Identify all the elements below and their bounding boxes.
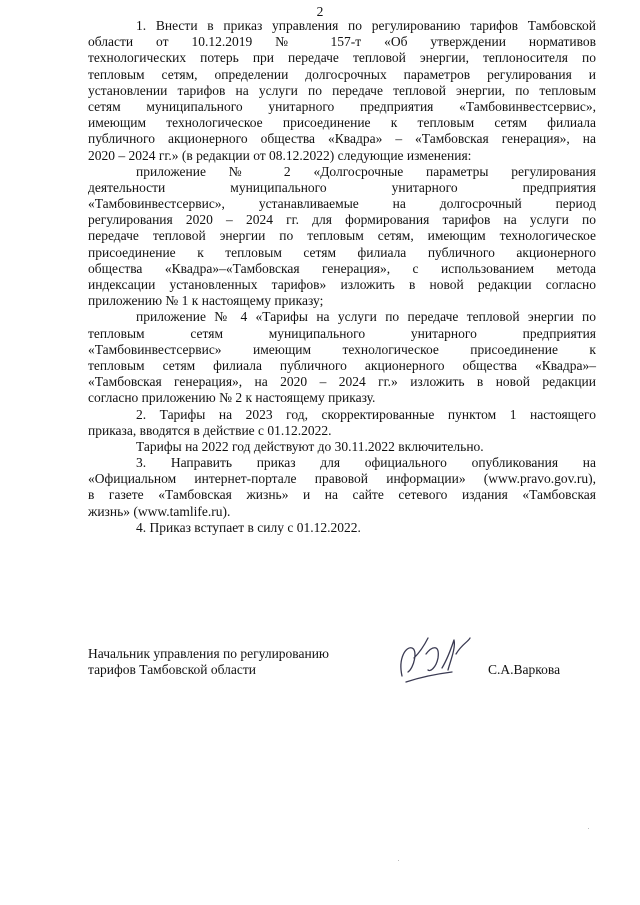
document-body xyxy=(88,18,596,536)
text-line: регулирования 2020 – 2024 гг. для формирования тарифов на услуги по xyxy=(88,212,596,228)
text-line: «Официальном интернет-портале правовой информации» (www.pravo.gov.ru), xyxy=(88,471,596,487)
page-number: 2 xyxy=(316,4,324,19)
text-line: Тарифы на 2022 год действуют до 30.11.2022 включительно. xyxy=(136,438,484,454)
text-line: жизнь» (www.tamlife.ru). xyxy=(88,503,231,519)
paragraph-2 xyxy=(88,164,596,310)
handwritten-signature xyxy=(392,628,482,688)
paragraph-1 xyxy=(88,18,596,164)
paragraph-5 xyxy=(88,439,596,455)
text-line: приложение № 2 «Долгосрочные параметры регулирования xyxy=(136,163,596,179)
text-line: тепловым сетям муниципального унитарного предприятия xyxy=(88,325,596,341)
signatory-name: С.А.Варкова xyxy=(488,662,561,677)
text-line: в газете «Тамбовская жизнь» и на сайте сетевого издания «Тамбовская xyxy=(88,487,596,503)
text-line: 3. Направить приказ для официального опубликования на xyxy=(136,455,596,471)
text-line: согласно приложению № 2 к настоящему приказу. xyxy=(88,390,376,406)
text-line: «Тамбовинвестсервис» имеющим технологическое присоединение к xyxy=(88,341,596,357)
text-line: 2. Тарифы на 2023 год, скорректированные пунктом 1 настоящего xyxy=(136,406,596,422)
signatory-title-line: тарифов Тамбовской области xyxy=(88,661,256,677)
text-line: технологических потерь при передаче тепловой энергии, теплоносителя по xyxy=(88,50,596,66)
paragraph-3 xyxy=(88,309,596,406)
text-line: приказа, вводятся в действие с 01.12.2022. xyxy=(88,422,332,438)
paragraph-7 xyxy=(88,520,596,536)
text-line: «Тамбовская генерация», на 2020 – 2024 гг.» изложить в новой редакции xyxy=(88,374,596,390)
text-line: передаче тепловой энергии по тепловым сетям, имеющим технологическое xyxy=(88,228,596,244)
text-line: имеющим технологическое присоединение к тепловым сетям филиала xyxy=(88,115,596,131)
text-line: 4. Приказ вступает в силу с 01.12.2022. xyxy=(136,519,361,535)
text-line: деятельности муниципального унитарного предприятия xyxy=(88,179,596,195)
paragraph-6 xyxy=(88,455,596,520)
text-line: тепловым сетям филиала публичного акционерного общества «Квадра»– xyxy=(88,357,596,373)
text-line: приложение № 4 «Тарифы на услуги по передаче тепловой энергии по xyxy=(136,309,596,325)
text-line: области от 10.12.2019 № 157-т «Об утверждении нормативов xyxy=(88,34,596,50)
text-line: 2020 – 2024 гг.» (в редакции от 08.12.2022) следующие изменения: xyxy=(88,147,472,163)
text-line: тепловым сетям, определении долгосрочных параметров регулирования и xyxy=(88,66,596,82)
text-line: «Тамбовинвестсервис», устанавливаемые на долгосрочный период xyxy=(88,196,596,212)
text-line: публичного акционерного общества «Квадра» – «Тамбовская генерация», на xyxy=(88,131,596,147)
signatory-title-line: Начальник управления по регулированию xyxy=(88,646,330,661)
text-line: приложению № 1 к настоящему приказу; xyxy=(88,293,324,309)
text-line: сетям муниципального унитарного предприятия «Тамбовинвестсервис», xyxy=(88,98,596,114)
text-line: установлении тарифов на услуги по передаче тепловой энергии, по тепловым xyxy=(88,82,596,98)
scan-speck xyxy=(588,828,589,829)
text-line: общества «Квадра»–«Тамбовская генерация», с использованием метода xyxy=(88,260,596,276)
text-line: 1. Внести в приказ управления по регулированию тарифов Тамбовской xyxy=(136,18,596,33)
paragraph-4 xyxy=(88,407,596,439)
text-line: присоединение к тепловым сетям филиала публичного акционерного xyxy=(88,244,596,260)
scan-speck xyxy=(398,860,399,861)
text-line: индексации установленных тарифов» изложить в новой редакции согласно xyxy=(88,277,596,292)
